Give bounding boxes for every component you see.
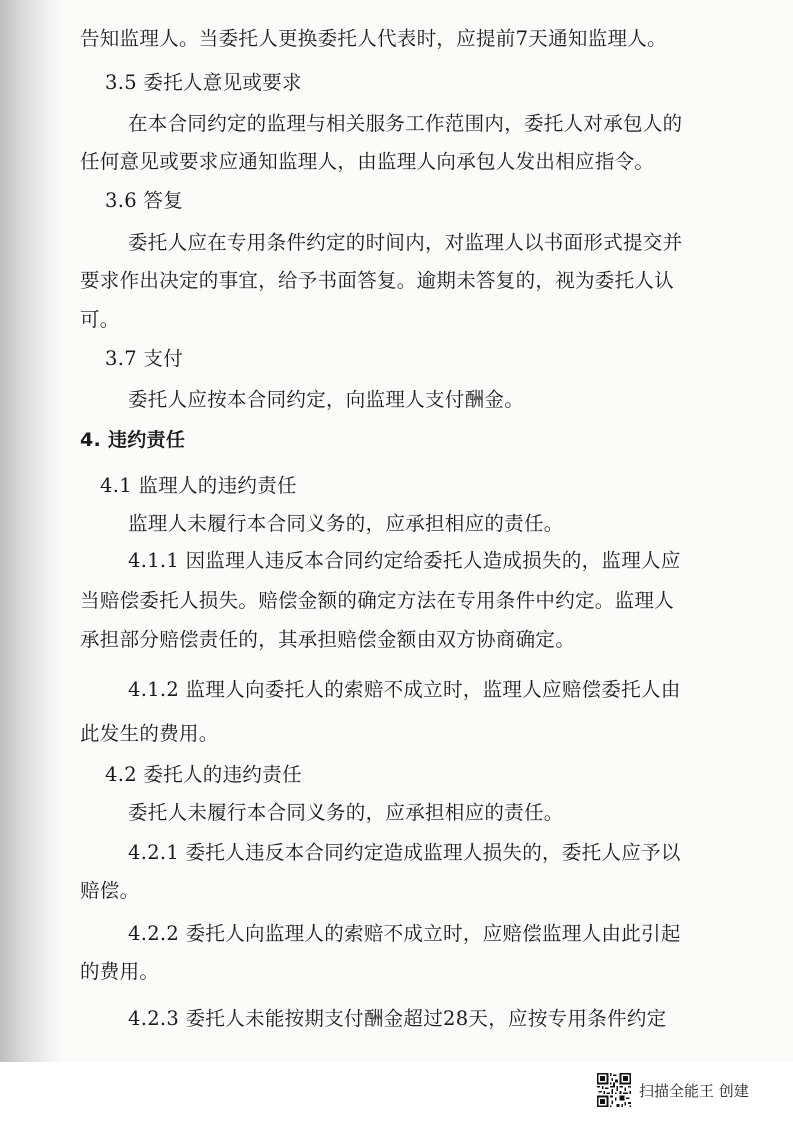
text-line: 当赔偿委托人损失。赔偿金额的确定方法在专用条件中约定。监理人 (80, 589, 675, 612)
clause-4-2-2: 4.2.2 委托人向监理人的索赔不成立时，应赔偿监理人由此引起 (128, 922, 681, 945)
clause-4-1-2: 4.1.2 监理人向委托人的索赔不成立时，监理人应赔偿委托人由 (128, 678, 681, 701)
text-line: 此发生的费用。 (80, 722, 219, 745)
scanner-watermark (597, 1072, 749, 1108)
text-line: 任何意见或要求应通知监理人，由监理人向承包人发出相应指令。 (80, 150, 655, 173)
clause-4-1-1: 4.1.1 因监理人违反本合同约定给委托人造成损失的，监理人应 (128, 549, 681, 572)
clause-4-2-3: 4.2.3 委托人未能按期支付酬金超过28天，应按专用条件约定 (128, 1007, 667, 1030)
text-line: 委托人未履行本合同义务的，应承担相应的责任。 (128, 801, 564, 824)
text-line: 告知监理人。当委托人更换委托人代表时，应提前7天通知监理人。 (80, 27, 667, 50)
page-edge-shadow (0, 0, 62, 1062)
scanner-brand-label: 扫描全能王 创建 (639, 1081, 749, 1100)
text-line: 委托人应在专用条件约定的时间内，对监理人以书面形式提交并 (128, 231, 683, 254)
text-line: 承担部分赔偿责任的，其承担赔偿金额由双方协商确定。 (80, 628, 576, 651)
section-heading-3-7: 3.7 支付 (105, 347, 184, 370)
qr-code-icon (597, 1073, 631, 1107)
clause-4-2-1: 4.2.1 委托人违反本合同约定造成监理人损失的，委托人应予以 (128, 841, 681, 864)
chapter-heading-4: 4. 违约责任 (80, 429, 186, 451)
text-line: 监理人未履行本合同义务的，应承担相应的责任。 (128, 512, 564, 535)
section-heading-3-5: 3.5 委托人意见或要求 (105, 71, 302, 94)
section-heading-4-1: 4.1 监理人的违约责任 (100, 474, 297, 497)
section-heading-4-2: 4.2 委托人的违约责任 (105, 763, 302, 786)
text-line: 委托人应按本合同约定，向监理人支付酬金。 (128, 388, 525, 411)
text-line: 在本合同约定的监理与相关服务工作范围内，委托人对承包人的 (128, 112, 683, 135)
text-line: 要求作出决定的事宜，给予书面答复。逾期未答复的，视为委托人认 (80, 269, 675, 292)
text-line: 的费用。 (80, 960, 160, 983)
text-line: 赔偿。 (80, 879, 140, 902)
section-heading-3-6: 3.6 答复 (105, 189, 184, 212)
text-line: 可。 (80, 308, 120, 331)
